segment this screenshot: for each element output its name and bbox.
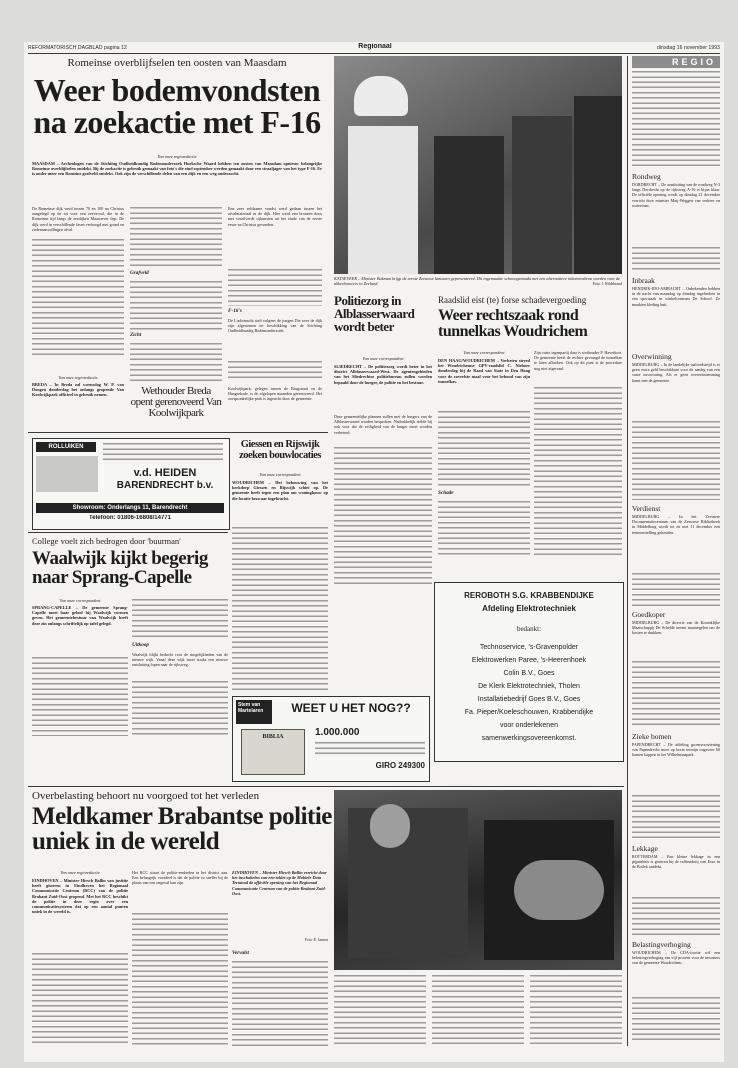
- main-foot-lead: BREDA – In Breda zal woensdag W. P. van Dongen donderdag het onlangs geopende Van Koolwijkpark officieel in gebruik nemen.: [32, 382, 124, 398]
- regio-head-inbraak: Inbraak: [632, 276, 655, 285]
- regio-lines-verdienst: [632, 572, 720, 606]
- main-subhead-f16: F-16's: [228, 308, 242, 314]
- photo-top-caption: KATSEVEER – Minister Bukman krijgt de eerste Zeeuwse lantaarn gepresenteerd. Dit ingemaakte schoongemaakt met een alternatieve inkomensbron worden voor de akkerbouwers in Zeeland.: [334, 276, 621, 287]
- main-body-col3: Een zeer zeldzame vondst werd gedaan tussen het afvalmateriaal in de dijk. Hier werd een bronzen doos met verzilverde rijkunsten uit het einde van de eerste eeuw na Christus gevonden.: [228, 206, 322, 227]
- regio-body-overwinning: MIDDELBURG – In de landelijke taalwedstrijd is er geen extra geld beschikbaar voor de aanleg van een vaste ouverturing. Als er geen overeenstemming komt met de gemeente.: [632, 362, 720, 383]
- newspaper-page: [24, 42, 724, 1062]
- reroboth-line: Installatiebedrijf Goes B.V., Goes: [477, 696, 581, 703]
- regio-head-rondweg: Rondweg: [632, 172, 661, 181]
- weet-ad-side: Stem van Martelaren: [236, 700, 272, 724]
- raadslid-lead: DEN HAAG/WOUDRICHEM – Verbeten streed het Woudrichemse GPV-raadslid C. Nieboer donderdag bij de Raad van State in Den Haag voor de zoveelste maal voor het behoud van zijn tunnelkas.: [438, 358, 530, 384]
- weet-ad-text-lines: [315, 741, 425, 757]
- politie-body: Deze gemeentelijke plannen zullen met de burgers van de Alblasserwaard worden besproken. Nadrukkelijk stelde hij ook voor dat de veiligheid van de burger moet worden verbeterd.: [334, 414, 432, 435]
- meldkamer-text-lines-3: [232, 960, 328, 1046]
- regio-lines-goedkoper: [632, 660, 720, 728]
- regio-lines-overwinning: [632, 420, 720, 500]
- suit-figure-2: [512, 116, 572, 274]
- regio-lines-lekkage: [632, 896, 720, 936]
- weet-ad: [232, 696, 430, 782]
- regio-head-overwinning: Overwinning: [632, 352, 672, 361]
- reroboth-line: voor onderlekenen: [500, 722, 558, 729]
- regio-body-lekkage: ROTTERDAM – Een kleine lekkage in een pijpenbuis is gisteren bij de raffinaderij van Esso in de Botlek ontdekt.: [632, 854, 720, 870]
- raadslid-subhead: Schade: [438, 490, 454, 496]
- regio-band: REGIO: [632, 56, 720, 68]
- chef-hat: [354, 76, 408, 116]
- weet-ad-number: 1.000.000: [315, 727, 360, 738]
- reroboth-line: De Klerk Elektrotechniek, Tholen: [478, 683, 580, 690]
- giessen-body: WOUDRICHEM – Het bebouwing van het kerkdorp Giessen en Rijswijk schiet op. De gemeente heeft tegen een plan om woningbouw op die locatie bezwaar ingebracht.: [232, 480, 328, 501]
- photo-top-credit: Foto: J. Hildebrand: [592, 282, 622, 286]
- raadslid-headline: Weer rechtszaak rond tunnelkas Woudrichem: [438, 308, 588, 340]
- reroboth-title-1: REROBOTH S.G. KRABBENDIJKE: [464, 591, 594, 600]
- raadslid-kicker: Raadslid eist (te) forse schadevergoeding: [438, 295, 587, 305]
- meldkamer-rule: [28, 786, 624, 787]
- regio-lines-belasting: [632, 996, 720, 1044]
- main-kicker: Romeinse overblijfselen ten oosten van Maasdam: [67, 57, 287, 69]
- raadslid-text-lines-1: [438, 410, 530, 488]
- regio-head-lekkage: Lekkage: [632, 844, 658, 853]
- minister-head: [370, 804, 410, 848]
- meldkamer-photo-caption: EINDHOVEN – Minister Hirsch Ballin verricht door het inschakelen van een toklet op de Mobiele Data Terminal de officiële opening van het Regionaal Communicatie Centrum van de politie Brabant Zuid-Oost.: [232, 870, 327, 896]
- giessen-byline: Van onze correspondent: [259, 472, 301, 477]
- waalwijk-text-lines-2: [132, 598, 228, 640]
- waalwijk-kicker: College voelt zich bedrogen door 'buurman': [32, 536, 181, 546]
- waalwijk-rule: [28, 532, 228, 533]
- rolluiken-ad: [32, 438, 230, 530]
- regio-body-belasting: WOUDRICHEM – De CDA-fractie wil een belastingverhoging van vijf procent voor de inwoners van de gemeente Woudrichem.: [632, 950, 720, 966]
- waalwijk-byline: Van onze correspondent: [59, 598, 101, 603]
- main-lead: MAASDAM – Archeologen van de Stichting Oudheidkundig Bodemonderzoek Hoeksche Waard hebben ten oosten van Maasdam opnieuw belangrijke Romeinse overblijfselen ontdekt. Bij de zoekactie is gebruik gemaakt van foto's die eind september werden gemaakt door een straaljager van het type F-16. Er is onder meer een Romeins grafveld ontdekt. Ook zijn de verschillende delen van een dijk en een weg onderzocht.: [32, 161, 322, 177]
- meldkamer-lead: EINDHOVEN – Minister Hirsch Ballin van justitie heeft gisteren in Eindhoven het Regionaal Communicatie Centrum (RCC) van de politie Brabant Zuid-Oost geopend. Met het RCC beschikt de politie in deze regio over een communicatiesysteem dat op een aantal punten uniek in de wereld is.: [32, 878, 128, 915]
- rolluiken-fine-print: [103, 442, 223, 464]
- steering-wheel: [514, 860, 604, 920]
- wethouder-rule: [28, 432, 328, 433]
- suit-figure-3: [574, 96, 622, 274]
- main-text-lines-3: [130, 280, 222, 330]
- giessen-text-lines: [232, 526, 328, 692]
- meldkamer-kicker: Overbelasting behoort nu voorgoed tot het verleden: [32, 790, 260, 802]
- politie-text-lines: [334, 446, 432, 586]
- regio-head-verdienst: Verdienst: [632, 504, 661, 513]
- main-text-lines-1: [32, 238, 124, 358]
- raadslid-text-lines-2: [438, 500, 530, 556]
- chef-coat: [348, 126, 418, 274]
- section-title: Regionaal: [358, 43, 392, 50]
- rolluiken-title: ROLLUIKEN: [36, 442, 96, 452]
- rolluiken-company-1: v.d. HEIDEN: [133, 467, 197, 479]
- meldkamer-text-lines-5: [432, 974, 524, 1046]
- regio-column-rule: [627, 56, 628, 1046]
- main-foot-byline: Van onze regioredactie: [58, 375, 98, 380]
- regio-head-goedkoper: Goedkoper: [632, 610, 666, 619]
- regio-lines-zieke-bomen: [632, 794, 720, 840]
- meldkamer-text-lines-4: [334, 974, 426, 1046]
- regio-head-zieke-bomen: Zieke bomen: [632, 732, 672, 741]
- wethouder-headline: Wethouder Breda opent gerenoveerd Van Koolwijkpark: [130, 386, 222, 419]
- reroboth-line: samenwerkingsovereenkomst.: [481, 735, 577, 742]
- regio-body-goedkoper: MIDDELBURG – De directie van de Koninklijke Maatschappij De Schelde neemt maatregelen om de kosten te drukken.: [632, 620, 720, 636]
- main-text-lines-2: [130, 206, 222, 268]
- weet-ad-account: GIRO 249300: [375, 761, 425, 770]
- reroboth-title-2: Afdeling Elektrotechniek: [482, 604, 576, 613]
- main-text-lines-5: [228, 268, 322, 306]
- reroboth-ad: [434, 582, 624, 762]
- meldkamer-text-lines-1: [32, 952, 128, 1046]
- main-subhead-zicht: Zicht: [130, 332, 142, 338]
- politie-byline: Van onze correspondent: [362, 356, 404, 361]
- reroboth-list: [439, 641, 619, 753]
- waalwijk-lead: SPRANG-CAPELLE – De gemeente Sprang-Capelle moet haar geloof bij Waalwijk vormen geven. Het gemeentebestuur van Waalwijk heeft deze zin onlangs schriftelijk op tafel gelegd.: [32, 605, 128, 626]
- rolluiken-image: [36, 456, 98, 492]
- waalwijk-text-lines-1: [32, 656, 128, 736]
- meldkamer-text-lines-2: [132, 912, 228, 1046]
- rolluiken-phone: Telefoon: 01806-16808/14771: [89, 515, 171, 521]
- waalwijk-subhead: Uitkoop: [132, 642, 150, 648]
- raadslid-body: Zijn vaste tegenpartij daar is wethouder P. Haverkort. De gemeente heeft de rechter gevraagd de tunnelkas te laten afbreken. Ook op dit punt is de procedure nog niet afgerond.: [534, 350, 622, 371]
- meldkamer-subhead: Vervalst: [232, 950, 250, 956]
- main-byline: Van onze regioredactie: [157, 154, 197, 159]
- reroboth-thanks: bedankt:: [516, 625, 542, 633]
- paper-name: REFORMATORISCH DAGBLAD pagina 12: [28, 45, 127, 51]
- reroboth-line: Elektrowerken Paree, 's-Heerenhoek: [471, 657, 587, 664]
- main-subhead-grafveld: Grafveld: [130, 270, 149, 276]
- regio-lines-rondweg: [632, 246, 720, 272]
- weet-ad-tagline: WEET U HET NOG??: [291, 701, 411, 715]
- meldkamer-body: Het RCC stuurt de politie-eenheden in het district aan. Een belangrijk voordeel is dat de politie zo sneller bij de plaats van een ongeval kan zijn.: [132, 870, 228, 886]
- header-rule: [28, 53, 720, 54]
- raadslid-text-lines-3: [534, 386, 622, 556]
- meldkamer-text-lines-6: [530, 974, 622, 1046]
- waalwijk-body: Waalwijk blijkt bedacht voor de mogelijkheden van de nieuwe wijk. Vanaf deze wijk moet straks een nieuwe ontsluiting lopen naar de rijksweg.: [132, 652, 228, 668]
- reroboth-line: Technoservice, 's-Gravenpolder: [479, 644, 579, 651]
- main-body-col3b: De Luchtmacht stelt volgens de jongen Die over de dijk zijn afgenomen ter beschikking van de Stichting Oudheidkundig Bodemonderzoek.: [228, 318, 322, 334]
- politie-lead: SLIEDRECHT – De politiezorg wordt beter in het district Alblasserwaard-West. De agentengebieden van het Sliedrechtse politiebureau zullen worden bepaald door de burger, de politie en het bestuur.: [334, 364, 432, 385]
- wethouder-body: Koolwijkpark, gelegen tussen de Brugstraat en de Haagsekade, is de afgelopen maanden gerenoveerd. Het oorspronkelijke park is ingericht door de gemeente.: [228, 386, 322, 402]
- regio-head-belasting: Belastingverhoging: [632, 940, 691, 949]
- waalwijk-headline: Waalwijk kijkt begerig naar Sprang-Capelle: [32, 549, 208, 588]
- weet-ad-bible: BIBLIA: [241, 729, 305, 775]
- regio-body-zieke-bomen: PAPENDRECHT – De afdeling groenvoorziening van Papendrecht moet op korte termijn ongeveer 60 bomen kappen in het Wilhelminapark.: [632, 742, 720, 758]
- politie-headline: Politiezorg in Alblasserwaard wordt beter: [334, 294, 415, 334]
- reroboth-line: Colin B.V., Goes: [503, 670, 555, 677]
- main-headline: Weer bodemvondsten na zoekactie met F-16: [33, 74, 321, 140]
- meldkamer-headline: Meldkamer Brabantse politie uniek in de wereld: [32, 804, 332, 855]
- main-body-col1: De Romeinse dijk werd tussen 70 en 100 na Christus aangelegd op de tot voor een zeeverval, die in de Romeinse tijd langs de zeedijken Maasoever liep. De dijk werd in verschillende fasen verhoogd met grond en zodenaanvullingen afval.: [32, 206, 124, 232]
- regio-text-lines-top: [632, 70, 720, 170]
- regio-body-inbraak: HENDRIK-IDO-AMBACHT – Onbekenden hebben in de nacht van maandag op dinsdag ingebroken in een sportzaak in winkelcentrum De Schoof. Ze maakten kleding buit.: [632, 286, 720, 307]
- photo-meldkamer: [334, 790, 622, 970]
- meldkamer-credit: Foto: E. Jansen: [304, 938, 328, 942]
- giessen-headline: Giessen en Rijswijk zoeken bouwlocaties: [239, 440, 321, 461]
- main-text-lines-4: [130, 342, 222, 382]
- rolluiken-company-2: BARENDRECHT b.v.: [116, 480, 214, 491]
- rolluiken-showroom: Showroom: Onderlangs 11, Barendrecht: [36, 503, 224, 513]
- waalwijk-text-lines-3: [132, 680, 228, 736]
- suit-figure-1: [434, 136, 504, 274]
- page-date: dinsdag 16 november 1993: [656, 45, 720, 51]
- regio-body-rondweg: DORDRECHT – De aansluiting van de rondweg N-3 langs Dordrecht op de rijksweg A-16 is bijna klaar. De officiële opening wordt op dinsdag 21 december verricht door minister Maij-Weggen van verkeer en waterstaat.: [632, 182, 720, 208]
- photo-top: [334, 56, 622, 274]
- raadslid-byline: Van onze correspondent: [463, 350, 505, 355]
- meldkamer-byline: Van onze regioredactie: [60, 870, 100, 875]
- reroboth-line: Fa. Pieper/Koeleschouwen, Krabbendijke: [464, 709, 594, 716]
- regio-body-verdienst: MIDDELBURG – In het Zeeuwse Documentatiecentrum van de Zeeuwse Bibliotheek in Middelburg wordt tot en met 11 december een tentoonstelling gehouden.: [632, 514, 720, 535]
- main-text-lines-6: [228, 360, 322, 382]
